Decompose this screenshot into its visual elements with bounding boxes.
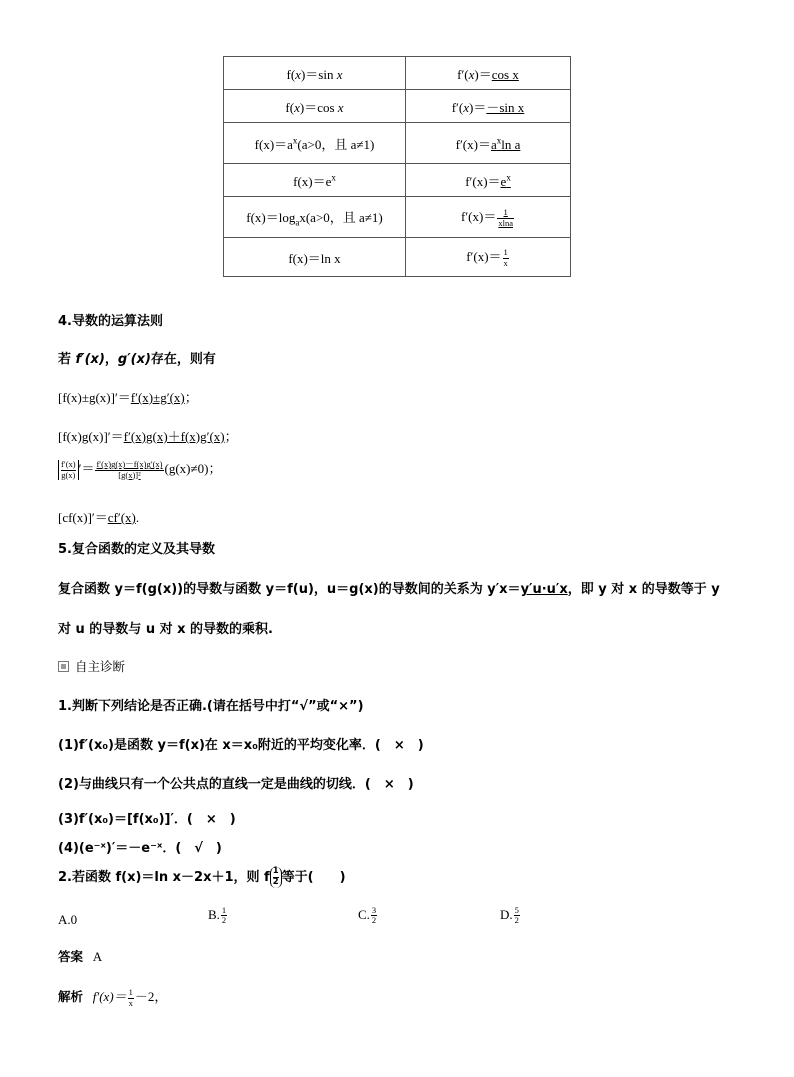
option-c: C. $\frac{3}{2}$ (358, 905, 377, 926)
table-row (224, 90, 571, 123)
derivative-cell: f′(x)＝ $\frac{1}{xlna}$ (406, 197, 571, 238)
function-cell: $f(x)=a^x(a>0$，且 a≠1) (224, 123, 406, 164)
question-1-item: (1)f′(x₀)是函数 y＝f(x)在 x＝x₀附近的平均变化率．( × ) (58, 738, 424, 753)
table-row (224, 197, 571, 238)
section-4-intro: 若 f′(x)，g′(x)存在，则有 (58, 352, 216, 367)
table-row (224, 57, 571, 90)
quotient-bracket: $\frac{f'(x)}{g(x)}$ (58, 460, 79, 481)
question-1-item: (3)f′(x₀)＝[f(x₀)]′．( × ) (58, 812, 236, 827)
question-1-item: (4)(e⁻ˣ)′＝－e⁻ˣ．( √ ) (58, 841, 222, 856)
section-4-heading: 4.导数的运算法则 (58, 314, 163, 329)
rule-product: [f(x)g(x)]′＝f′(x)g(x)＋f(x)g′(x)； (58, 429, 238, 444)
function-cell: f(x)＝ln x (224, 238, 406, 277)
quotient-fraction: $\frac{f'(x)g(x)-f(x)g'(x)}{\text{[g(x)]²}}$ (96, 459, 163, 480)
analysis-line: 解析 f′(x)＝ $\frac{1}{x}$ －2， (58, 987, 168, 1008)
function-cell: $f(x)=e^x$ (224, 164, 406, 197)
question-1-title: 1.判断下列结论是否正确.(请在括号中打“√”或“×”) (58, 699, 364, 714)
fraction: $\frac{3}{2}$ (371, 905, 377, 926)
rule-sum: [f(x)±g(x)]′＝f′(x)±g′(x)； (58, 390, 198, 405)
fraction: $\frac{1}{2}$ (221, 905, 227, 926)
fraction: $\frac{1}{x}$ (503, 247, 508, 268)
option-b: B. $\frac{1}{2}$ (208, 905, 227, 926)
answer-line: 答案 A (58, 949, 103, 964)
rule-constant: [cf(x)]′＝cf′(x). (58, 510, 140, 525)
rule-quotient: $\frac{f'(x)}{g(x)}'=$ $\frac{f'(x)g(x)-f(x)g'(x)}{\text{[g(x)]²}}$ (g(x)≠0)； (58, 458, 221, 480)
section-5-heading: 5.复合函数的定义及其导数 (58, 542, 215, 557)
option-d: D. $\frac{5}{2}$ (500, 905, 519, 926)
derivative-cell: f′(x)＝－sin x (406, 90, 571, 123)
table-row (224, 164, 571, 197)
option-a: A.0 (58, 912, 78, 927)
derivative-cell: f′(x)＝cos x (406, 57, 571, 90)
derivative-cell: $f'(x)=e^x$ (406, 164, 571, 197)
question-1-item: (2)与曲线只有一个公共点的直线一定是曲线的切线．( × ) (58, 777, 414, 792)
argument-paren: $\frac{1}{2}$ (270, 867, 282, 888)
derivative-cell: $f'(x)=a^x\ln$ a (406, 123, 571, 164)
derivative-table (223, 56, 571, 277)
function-cell: f(x)＝cos x (224, 90, 406, 123)
function-cell: f(x)＝sin x (224, 57, 406, 90)
section-5-line2: 对 u 的导数与 u 对 x 的导数的乘积. (58, 622, 273, 637)
table-row (224, 238, 571, 277)
section-5-line1: 复合函数 y＝f(g(x))的导数与函数 y＝f(u)，u＝g(x)的导数间的关系为 y′x＝y′u·u′x，即 y 对 x 的导数等于 y (58, 582, 720, 597)
fraction: $\frac{1}{xlna}$ (498, 207, 513, 228)
table-row (224, 123, 571, 164)
diagnosis-label: 自主诊断 (58, 657, 125, 675)
fraction: $\frac{5}{2}$ (514, 905, 519, 926)
section-marker-icon (58, 661, 69, 672)
question-2: 2.若函数 f(x)＝ln x－2x＋1，则 f $\frac{1}{2}$等于( ) (58, 866, 346, 887)
fraction: $\frac{1}{x}$ (128, 987, 133, 1008)
function-cell: $f(x)=\log_ax(a>0$，且 a≠1) (224, 197, 406, 238)
derivative-cell: f′(x)＝ $\frac{1}{x}$ (406, 238, 571, 277)
